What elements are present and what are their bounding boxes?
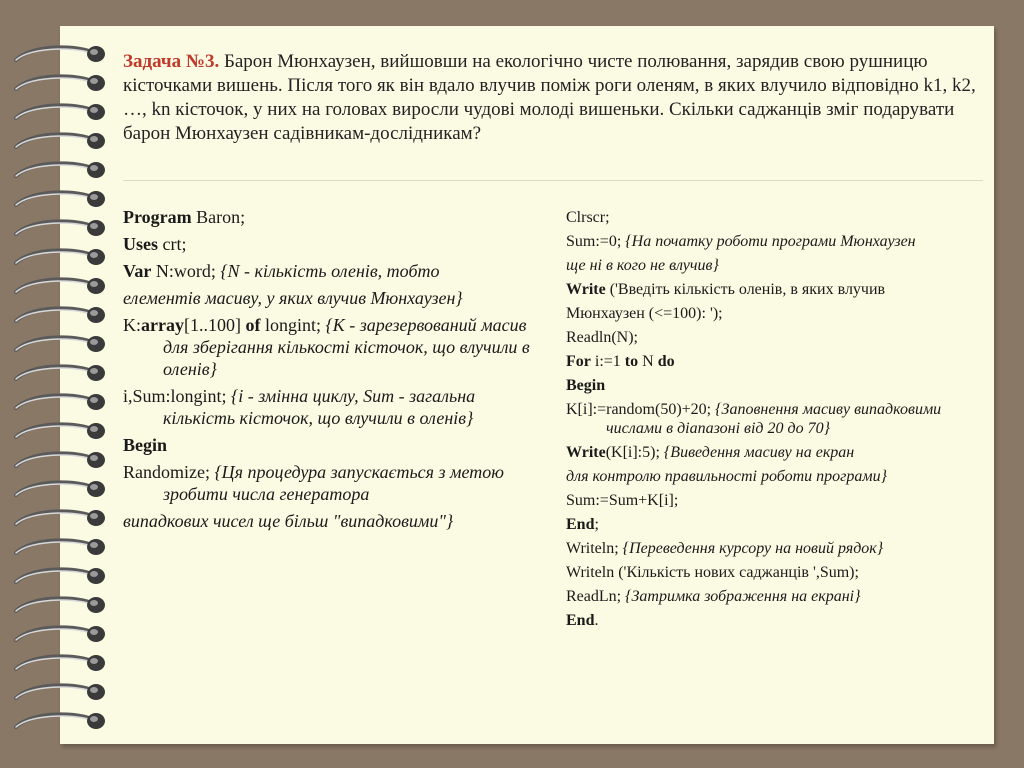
code-line [566,611,986,630]
code-text: Sum:=Sum+K[i]; [566,492,679,509]
spiral-ring [10,709,106,735]
code-text: Мюнхаузен (<=100): '); [566,305,723,322]
keyword: of [245,315,261,335]
spiral-ring [10,361,106,387]
code-text: Writeln; [566,540,623,557]
code-line [566,400,986,438]
spiral-ring [10,390,106,416]
code-text: Randomize; [123,462,215,482]
spiral-ring [10,564,106,590]
spiral-ring [10,506,106,532]
task-label: Задача №3. [123,51,220,72]
code-comment: {N - кількість оленів, тобто [220,261,440,281]
code-text: [1..100] [183,315,246,335]
code-comment: {На початку роботи програми Мюнхаузен [625,233,916,250]
keyword: For [566,353,591,370]
code-line [566,587,986,606]
code-line [123,260,543,282]
code-text: ('Введіть кількість оленів, в яких влучив [605,281,886,298]
spiral-ring [10,535,106,561]
code-comment: випадкових чисел ще більш "випадковими"} [123,511,454,531]
code-line [123,434,543,456]
code-line [123,206,543,228]
code-comment: {Затримка зображення на екрані} [625,588,861,605]
code-line [123,287,543,309]
task-text: Барон Мюнхаузен, вийшовши на екологічно чисте полювання, зарядив свою рушницю кісточками вишень. Після того як він вдало влучив поміж роги оленям, в яких влучило відповідно k1, k2, …, kn кісточок, у них на головах виросли чудові молоді вишеньки. Скільки саджанців зміг подарувати барон Мюнхаузен садівникам-дослідникам? [123,51,976,144]
spiral-ring [10,100,106,126]
code-text: Clrscr; [566,209,610,226]
spiral-ring [10,622,106,648]
code-line [566,563,986,582]
code-text: K[i]:=random(50)+20; [566,401,716,418]
keyword: to [624,353,639,370]
code-line [566,515,986,534]
code-text: N:word; [151,261,221,281]
code-text: K: [123,315,141,335]
spiral-ring [10,419,106,445]
code-line [566,539,986,558]
code-comment: {i - змінна циклу, Sum - загальна кількість кісточок, що влучили в оленів} [163,386,476,428]
code-text: ReadLn; [566,588,626,605]
code-comment: {Виведення масиву на екран [663,444,855,461]
code-comment: ще ні в кого не влучив} [566,257,719,274]
code-text: Sum:=0; [566,233,626,250]
code-comment: {Ця процедура запускається з метою зробити числа генератора [163,462,504,504]
spiral-ring [10,448,106,474]
code-line [123,385,543,429]
spiral-ring [10,274,106,300]
code-text: crt; [158,234,187,254]
code-line [566,443,986,462]
code-text: ; [594,516,599,533]
code-right-column [566,208,986,635]
code-line [123,314,543,380]
code-text: Readln(N); [566,329,638,346]
code-text: . [594,612,599,629]
code-line [566,376,986,395]
code-line [566,304,986,323]
code-line [566,467,986,486]
code-comment: {K - зарезервований масив для зберігання кількості кісточок, що влучили в оленів} [163,315,530,379]
spiral-ring [10,129,106,155]
spiral-ring [10,71,106,97]
code-text: N [638,353,658,370]
spiral-ring [10,303,106,329]
keyword: Write [566,281,606,298]
spiral-ring [10,593,106,619]
task-statement [123,50,983,146]
keyword: Program [123,207,192,227]
code-line [123,510,543,532]
code-line [566,328,986,347]
code-line [566,491,986,510]
spiral-ring [10,332,106,358]
keyword: Begin [123,435,168,455]
code-text: Baron; [191,207,246,227]
keyword: array [141,315,184,335]
keyword: Begin [566,377,606,394]
spiral-ring [10,187,106,213]
divider [123,180,983,181]
code-line [123,233,543,255]
code-comment: {Переведення курсору на новий рядок} [622,540,884,557]
spiral-ring [10,158,106,184]
spiral-ring [10,245,106,271]
code-text: (K[i]:5); [605,444,664,461]
keyword: Write [566,444,606,461]
spiral-ring [10,651,106,677]
code-left-column [123,206,543,537]
code-line [566,208,986,227]
spiral-ring [10,42,106,68]
keyword: do [657,353,675,370]
code-line [566,256,986,275]
keyword: Var [123,261,152,281]
keyword: End [566,612,595,629]
keyword: End [566,516,595,533]
code-line [566,280,986,299]
code-text: i:=1 [590,353,625,370]
code-comment: для контролю правильності роботи програми} [566,468,888,485]
spiral-ring [10,477,106,503]
code-comment: елементів масиву, у яких влучив Мюнхаузен} [123,288,463,308]
code-text: i,Sum:longint; [123,386,232,406]
code-line [566,232,986,251]
keyword: Uses [123,234,158,254]
code-line [123,461,543,505]
code-line [566,352,986,371]
code-comment: {Заповнення масиву випадковими числами в діапазоні від 20 до 70} [606,401,942,437]
code-text: Writeln ('Кількість нових саджанців ',Sum); [566,564,859,581]
code-text: longint; [260,315,326,335]
spiral-binding [0,0,110,768]
spiral-ring [10,216,106,242]
spiral-ring [10,680,106,706]
